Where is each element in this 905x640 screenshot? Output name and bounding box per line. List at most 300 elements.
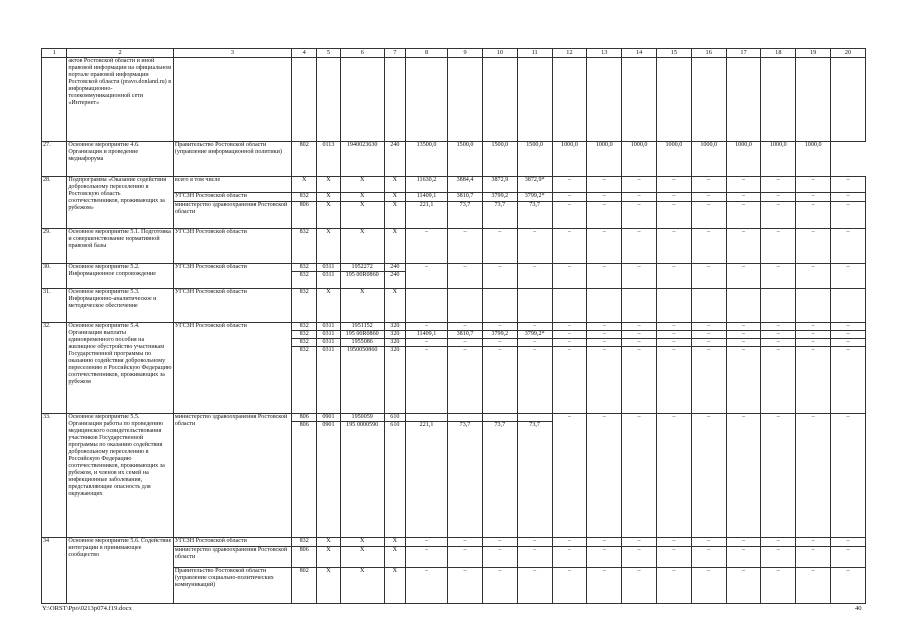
table-cell [292,58,317,142]
dash-cell: – [691,568,726,604]
dash-cell: – [761,414,796,538]
amount-cell: 1000,0 [726,142,761,177]
amount-cell: 11409,1 [405,193,447,202]
table-cell: 832 [292,193,317,202]
row-number: 34 [42,538,67,604]
dash-cell: – [517,568,552,604]
table-cell [691,323,726,414]
table-cell [587,289,622,323]
dash-cell: – [831,177,866,193]
cell-line: 195 00R0860 [341,271,384,279]
dash-cell: – [796,202,831,229]
table-cell [552,323,587,414]
cell-line: 73,7 [518,421,552,429]
amount-cell: 1000,0 [691,142,726,177]
cell-line: 3799,2* [518,330,552,338]
executor: УГСЗН Ростовской области [173,229,291,264]
dash-cell: – [622,193,657,202]
column-number-header: 10 [482,49,517,58]
measure-name: Подпрограмма «Оказание содействия добровольному переселению в Ростовскую область соотечественников, проживающих за рубежом» [67,177,174,229]
table-cell: X [340,229,384,264]
dash-cell: – [622,264,657,289]
dash-cell: – [656,193,691,202]
table-cell: 832 [292,289,317,323]
column-number-header: 20 [831,49,866,58]
table-cell: X [340,289,384,323]
table-cell: X [317,568,340,604]
table-cell: 802 [292,568,317,604]
dash-cell: – [552,414,587,538]
measure-name: Основное мероприятие 5.6. Содействие интеграции в принимающее сообщество [67,538,174,604]
table-row-33 [42,414,866,538]
dash-cell: – [552,538,587,547]
executor: министерство здравоохранения Ростовской области [173,202,291,229]
dash-cell: – [831,202,866,229]
table-cell [317,264,340,289]
cell-line: – [587,330,621,338]
cell-line: 11409,1 [406,330,447,338]
table-cell [517,289,552,323]
table-cell: X [317,538,340,547]
dash-cell: – [448,538,483,547]
measure-name: Основное мероприятие 4.6. Организация и проведение медиафорума [67,142,174,177]
cell-line: – [796,330,830,338]
cell-line: – [448,346,482,354]
table-cell [796,58,831,142]
dash-cell: – [726,193,761,202]
dash-cell: – [622,229,657,264]
dash-cell: – [761,193,796,202]
table-cell [831,58,866,142]
amount-cell: 73,7 [448,202,483,229]
table-cell: X [317,289,340,323]
cell-line: 0311 [317,346,339,354]
measure-name: Основное мероприятие 5.3. Информационно-аналитическое и методическое обеспечение [67,289,174,323]
table-cell: X [292,177,317,193]
measure-name: Основное мероприятие 5.2. Информационное сопровождение [67,264,174,289]
executor: УГСЗН Ростовской области [173,193,291,202]
amount-cell: 3872,9* [517,177,552,193]
dash-cell: – [482,264,517,289]
cell-line: – [657,338,691,346]
cell-line: – [602,323,606,329]
table-cell [587,323,622,414]
table-cell [622,289,657,323]
dash-cell: – [448,229,483,264]
header-row [42,49,866,58]
dash-cell: – [831,547,866,568]
table-row-34 [42,538,866,547]
table-cell: 806 [292,547,317,568]
table-cell [622,58,657,142]
dash-cell: – [761,568,796,604]
executor: Правительство Ростовской области (управление социально-политических коммуникаций) [173,568,291,604]
cell-line: – [622,330,656,338]
dash-cell: – [448,568,483,604]
table-cell [761,289,796,323]
cell-line [518,414,552,421]
cell-line: 3810,7 [448,330,482,338]
dash-cell: – [796,264,831,289]
dash-cell: – [691,538,726,547]
amount-cell: 1500,0 [517,142,552,177]
row-number: 30. [42,264,67,289]
dash-cell: – [761,229,796,264]
executor: УГСЗН Ростовской области [173,264,291,289]
cell-line: – [518,338,552,346]
cell-line: – [761,338,795,346]
table-cell [656,58,691,142]
cell-line: 73,7 [448,421,482,429]
column-number-header: 16 [691,49,726,58]
dash-cell: – [656,538,691,547]
dash-cell: – [587,547,622,568]
table-cell [691,58,726,142]
cell-line: – [587,338,621,346]
column-number-header: 11 [517,49,552,58]
dash-cell: – [691,202,726,229]
dash-cell: – [405,547,447,568]
cell-line: – [727,330,761,338]
table-cell: X [384,229,405,264]
cell-line: – [776,323,780,329]
table-cell: X [340,202,384,229]
column-number-header: 6 [340,49,384,58]
dash-cell: – [448,547,483,568]
executor: УГСЗН Ростовской области [173,538,291,547]
dash-cell: – [448,264,483,289]
cell-line: 0311 [317,271,339,279]
table-cell [796,289,831,323]
cell-line: 240 [385,271,405,279]
amount-cell [517,414,552,538]
amount-cell: 73,7 [482,202,517,229]
dash-cell: – [405,264,447,289]
cell-line: 320 [390,323,400,329]
table-cell: 832 [292,538,317,547]
cell-line: – [622,338,656,346]
dash-cell: – [656,568,691,604]
amount-cell: 1500,0 [448,142,483,177]
cell-line: 73,7 [483,421,517,429]
table-cell: X [384,568,405,604]
table-cell [622,323,657,414]
dash-cell: – [726,538,761,547]
dash-cell: – [622,538,657,547]
dash-cell: – [656,202,691,229]
amount-cell: 13500,0 [405,142,447,177]
table-cell: 802 [292,142,317,177]
table-cell: X [384,538,405,547]
cell-line: – [692,330,726,338]
cell-line: – [553,330,587,338]
cell-line: 0311 [322,323,335,329]
row-number: 32. [42,323,67,414]
dash-cell: – [517,229,552,264]
table-cell: X [384,202,405,229]
table-cell: X [340,538,384,547]
dash-cell: – [831,229,866,264]
cell-line: 806 [299,414,309,420]
table-cell [796,323,831,414]
cell-line: – [483,346,517,354]
table-cell [482,58,517,142]
column-number-header: 18 [761,49,796,58]
table-cell [482,323,517,414]
cell-line: 832 [292,346,316,354]
table-cell: X [340,568,384,604]
cell-line: 0311 [322,264,335,270]
column-number-header: 4 [292,49,317,58]
amount-cell: 3799,2* [517,193,552,202]
dash-cell: – [761,538,796,547]
table-cell [726,323,761,414]
amount-cell: 1000,0 [656,142,691,177]
cell-line: – [796,338,830,346]
dash-cell: – [482,538,517,547]
column-number-header: 2 [67,49,174,58]
cell-line: – [761,346,795,354]
row-number: 28. [42,177,67,229]
table-cell: X [384,547,405,568]
amount-cell: 1000,0 [761,142,796,177]
table-row-31 [42,289,866,323]
cell-line: 1951152 [351,323,373,329]
table-cell [482,289,517,323]
dash-cell: – [587,177,622,193]
cell-line: 320 [385,346,405,354]
table-row-28 [42,177,866,193]
dash-cell: – [796,177,831,193]
page-number: 40 [855,605,862,612]
table-cell [340,58,384,142]
column-number-header: 5 [317,49,340,58]
cell-line: – [657,346,691,354]
row-number: 27. [42,142,67,177]
column-number-header: 8 [405,49,447,58]
continuation-row [42,58,866,142]
cell-line [406,414,447,421]
dash-cell: – [587,568,622,604]
table-cell [405,323,447,414]
cell-line: 1952272 [351,264,373,270]
dash-cell: – [831,568,866,604]
cell-line: – [846,323,850,329]
cell-line: 0311 [317,330,339,338]
cell-line: 1950050860 [341,346,384,354]
executor: министерство здравоохранения Ростовской области [173,547,291,568]
cell-line: – [727,346,761,354]
table-cell [405,289,447,323]
measure-name: Основное мероприятие 5.1. Подготовка и совершенствование нормативной правовой базы [67,229,174,264]
dash-cell: – [552,202,587,229]
dash-cell: – [587,193,622,202]
cell-line [448,414,482,421]
cell-line: 0901 [322,414,335,420]
table-cell: X [317,193,340,202]
file-path-footer: Y:\ORST\Ppo\0213p074.f19.docx [42,605,132,612]
dash-cell: – [761,202,796,229]
cell-line: – [406,346,447,354]
table-cell [384,58,405,142]
table-cell [173,58,291,142]
table-cell [726,289,761,323]
dash-cell: – [796,568,831,604]
table-cell: 832 [292,229,317,264]
dash-cell: – [831,414,866,538]
cell-line: – [553,346,587,354]
dash-cell: – [656,547,691,568]
column-number-header: 17 [726,49,761,58]
cell-line: – [587,346,621,354]
dash-cell: – [691,193,726,202]
table-cell: X [384,193,405,202]
dash-cell: – [622,414,657,538]
amount-cell: 3810,7 [448,193,483,202]
dash-cell: – [796,229,831,264]
amount-cell: 1000,0 [622,142,657,177]
table-cell [384,414,405,538]
executor: Правительство Ростовской области (управление информационной политики) [173,142,291,177]
table-cell: 0113 [317,142,340,177]
row-number: 29. [42,229,67,264]
table-cell [317,323,340,414]
cell-line: – [533,323,537,329]
table-row-29 [42,229,866,264]
cell-line: – [567,323,571,329]
cell-line: – [672,323,676,329]
dash-cell: – [587,414,622,538]
dash-cell: – [405,538,447,547]
dash-cell: – [761,177,796,193]
dash-cell: – [726,229,761,264]
dash-cell: – [761,547,796,568]
table-cell [656,289,691,323]
cell-line: 240 [390,264,400,270]
dash-cell: – [482,547,517,568]
table-cell: X [317,547,340,568]
dash-cell: – [622,568,657,604]
cell-line: – [463,323,467,329]
amount-cell: 1000,0 [587,142,622,177]
row-number: 31. [42,289,67,323]
dash-cell: – [831,538,866,547]
cell-line: 320 [385,338,405,346]
table-cell [292,264,317,289]
program-financing-table [41,48,866,604]
table-cell: X [340,193,384,202]
dash-cell: – [517,547,552,568]
row-number: 33. [42,414,67,538]
cell-line: – [761,330,795,338]
amount-cell: 3884,4 [448,177,483,193]
cell-line: – [483,338,517,346]
cell-line: – [518,346,552,354]
cell-line: – [707,323,711,329]
dash-cell: – [622,177,657,193]
cell-line: – [727,338,761,346]
table-cell: 1940023630 [340,142,384,177]
cell-line: 832 [292,330,316,338]
dash-cell: – [831,193,866,202]
cell-line: – [831,338,865,346]
table-cell [448,58,483,142]
cell-line: – [657,330,691,338]
cell-line: 0311 [317,338,339,346]
table-cell [42,58,67,142]
cell-line: – [553,338,587,346]
table-cell [552,58,587,142]
dash-cell: – [796,193,831,202]
table-cell [761,58,796,142]
cell-line: 195 00R0860 [341,330,384,338]
table-cell [587,58,622,142]
dash-cell: – [587,538,622,547]
table-cell [831,323,866,414]
cell-line: – [692,346,726,354]
amount-cell: 73,7 [517,202,552,229]
cell-line: – [692,338,726,346]
dash-cell: – [656,229,691,264]
dash-cell: – [552,568,587,604]
table-cell [340,323,384,414]
cell-line [483,414,517,421]
amount-cell: 1000,0 [796,142,831,177]
amount-cell [482,414,517,538]
table-cell [340,414,384,538]
column-number-header: 7 [384,49,405,58]
cell-line: 1955086 [341,338,384,346]
cell-line: – [831,346,865,354]
dash-cell: – [622,202,657,229]
table-cell [726,58,761,142]
dash-cell: – [796,538,831,547]
dash-cell: – [796,414,831,538]
dash-cell: – [517,538,552,547]
dash-cell: – [656,414,691,538]
table-cell [831,289,866,323]
dash-cell: – [587,264,622,289]
table-cell: X [317,202,340,229]
dash-cell: – [726,202,761,229]
amount-cell [405,414,447,538]
dash-cell: – [726,177,761,193]
dash-cell: – [517,264,552,289]
table-cell: X [317,177,340,193]
table-row-30 [42,264,866,289]
cell-line: – [622,346,656,354]
dash-cell: – [405,568,447,604]
executor: УГСЗН Ростовской области [173,289,291,323]
dash-cell: – [405,229,447,264]
table-row-27 [42,142,866,177]
column-number-header: 1 [42,49,67,58]
dash-cell: – [656,177,691,193]
amount-cell: 11630,2 [405,177,447,193]
table-cell [517,323,552,414]
dash-cell: – [691,177,726,193]
dash-cell: – [691,229,726,264]
amount-cell: 3799,2 [482,193,517,202]
dash-cell: – [691,414,726,538]
cell-line: – [796,346,830,354]
dash-cell: – [726,547,761,568]
table-cell [292,414,317,538]
cell-line: 3799,2 [483,330,517,338]
table-cell [384,264,405,289]
table-row-32 [42,323,866,414]
table-cell [448,323,483,414]
